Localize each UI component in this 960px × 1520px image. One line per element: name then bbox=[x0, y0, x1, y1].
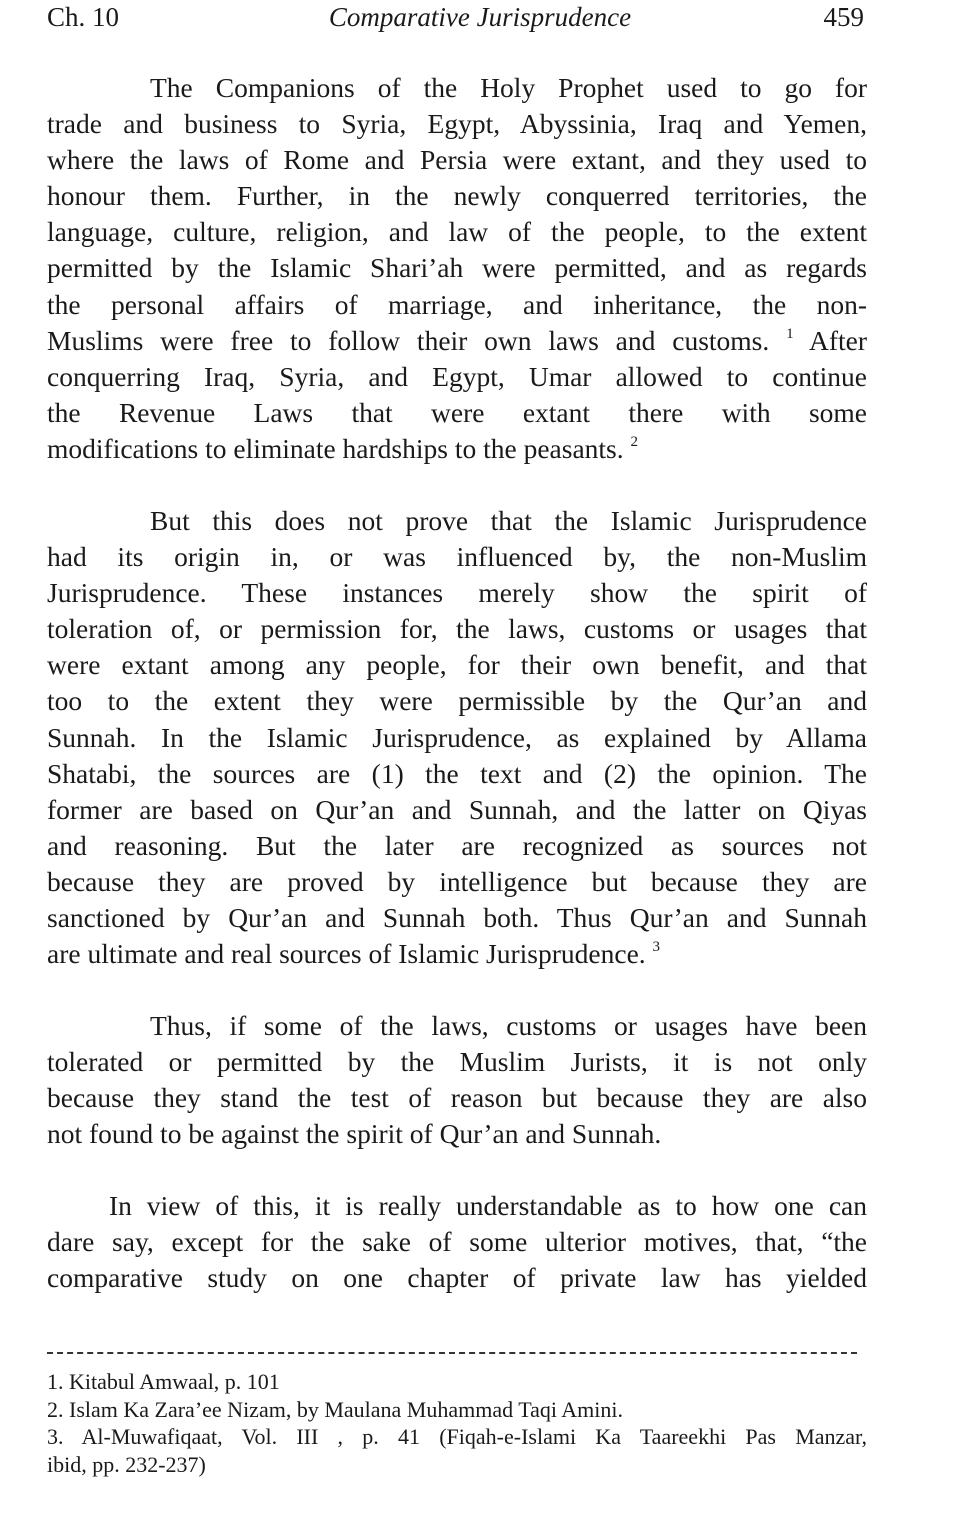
text-span: Muslims were free to follow their own laws and customs. bbox=[47, 324, 770, 356]
footnote-ref-1[interactable]: 1 bbox=[786, 325, 794, 342]
text-line: not found to be against the spirit of Qur’an and Sunnah. bbox=[47, 1118, 662, 1150]
text-line: But this does not prove that the Islamic Jurisprudence bbox=[150, 505, 867, 536]
footnote-ref-3[interactable]: 3 bbox=[652, 938, 661, 955]
text-line: former are based on Qur’an and Sunnah, and the latter on Qiyas bbox=[47, 793, 867, 825]
text-line: honour them. Further, in the newly conquerred territories, the bbox=[47, 180, 867, 212]
paragraph-1 bbox=[47, 70, 867, 467]
text-line: the personal affairs of marriage, and inheritance, the non- bbox=[47, 288, 867, 320]
text-line: tolerated or permitted by the Muslim Jurists, it is not only bbox=[47, 1046, 867, 1078]
text-line: language, culture, religion, and law of the people, to the extent bbox=[47, 216, 867, 248]
text-span: After bbox=[808, 324, 868, 356]
text-line: sanctioned by Qur’an and Sunnah both. Thus Qur’an and Sunnah bbox=[47, 902, 867, 934]
text-line: the Revenue Laws that were extant there with some bbox=[47, 396, 867, 428]
text-line: The Companions of the Holy Prophet used to go for bbox=[150, 72, 867, 103]
text-line: Sunnah. In the Islamic Jurisprudence, as explained by Allama bbox=[47, 721, 867, 753]
paragraph-4 bbox=[47, 1188, 867, 1296]
text-line: In view of this, it is really understandable as to how one can bbox=[109, 1190, 867, 1221]
text-line: too to the extent they were permissible by the Qur’an and bbox=[47, 685, 867, 717]
text-line: comparative study on one chapter of private law has yielded bbox=[47, 1262, 867, 1294]
footnote-divider bbox=[47, 1352, 857, 1354]
footnotes bbox=[47, 1368, 867, 1478]
footnote-ref-2[interactable]: 2 bbox=[630, 433, 638, 450]
running-title: Comparative Jurisprudence bbox=[328, 2, 632, 32]
text-line: Shatabi, the sources are (1) the text and (2) the opinion. The bbox=[47, 757, 867, 789]
footnote-1: 1. Kitabul Amwaal, p. 101 bbox=[47, 1369, 280, 1394]
text-line bbox=[47, 431, 867, 467]
text-line: permitted by the Islamic Shari’ah were permitted, and as regards bbox=[47, 252, 867, 284]
text-line bbox=[47, 936, 867, 972]
text-line: had its origin in, or was influenced by, the non-Muslim bbox=[47, 541, 867, 573]
text-line: and reasoning. But the later are recognized as sources not bbox=[47, 829, 867, 861]
text-line: because they stand the test of reason but because they are also bbox=[47, 1082, 867, 1114]
text-line: trade and business to Syria, Egypt, Abyssinia, Iraq and Yemen, bbox=[47, 108, 867, 140]
footnote-3-continued: ibid, pp. 232-237) bbox=[47, 1451, 206, 1477]
chapter-label: Ch. 10 bbox=[47, 2, 120, 32]
text-line: were extant among any people, for their own benefit, and that bbox=[47, 649, 867, 681]
paragraph-3 bbox=[47, 1008, 867, 1152]
text-line: where the laws of Rome and Persia were extant, and they used to bbox=[47, 144, 867, 176]
text-span: modifications to eliminate hardships to the peasants. bbox=[47, 432, 624, 464]
paragraph-2 bbox=[47, 503, 867, 972]
page-number: 459 bbox=[823, 2, 864, 32]
footnote-3: 3. Al-Muwafiqaat, Vol. III , p. 41 (Fiqah-e-Islami Ka Taareekhi Pas Manzar, bbox=[47, 1424, 867, 1449]
text-line: toleration of, or permission for, the laws, customs or usages that bbox=[47, 613, 867, 645]
text-line: Jurisprudence. These instances merely show the spirit of bbox=[47, 577, 867, 609]
text-line bbox=[47, 323, 867, 359]
text-line: dare say, except for the sake of some ulterior motives, that, “the bbox=[47, 1226, 867, 1258]
text-span: are ultimate and real sources of Islamic Jurisprudence. bbox=[47, 938, 646, 970]
text-line: conquerring Iraq, Syria, and Egypt, Umar allowed to continue bbox=[47, 360, 867, 392]
running-header bbox=[0, 0, 960, 40]
text-line: because they are proved by intelligence but because they are bbox=[47, 865, 867, 897]
footnote-2: 2. Islam Ka Zara’ee Nizam, by Maulana Muhammad Taqi Amini. bbox=[47, 1396, 623, 1422]
text-line: Thus, if some of the laws, customs or usages have been bbox=[150, 1010, 867, 1041]
